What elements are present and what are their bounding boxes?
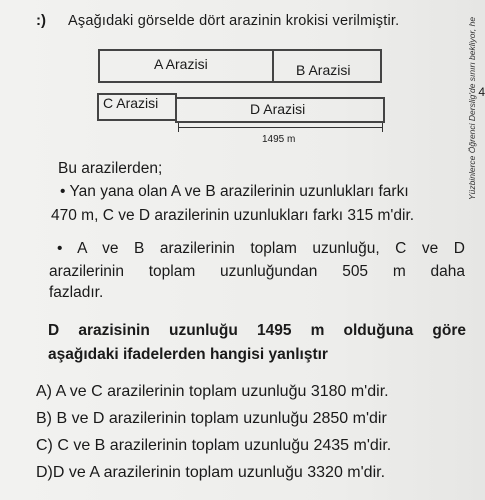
- bullet2-line2: arazilerinin toplam uzunluğundan 505 m daha: [49, 263, 465, 280]
- side-caption: Yüzbinlerce Öğrenci Derslig'de sınırı bekliyor, he: [467, 16, 477, 200]
- option-b: B) B ve D arazilerinin toplam uzunluğu 2850 m'dir: [36, 410, 387, 427]
- question-line2: aşağıdaki ifadelerden hangisi yanlıştır: [48, 346, 328, 363]
- bullet2-line1: • A ve B arazilerinin toplam uzunluğu, C ve D: [57, 240, 465, 257]
- bullet2-line3: fazladır.: [49, 284, 104, 301]
- measure-line: [178, 127, 383, 128]
- question-number: :): [36, 12, 46, 29]
- question-intro: Aşağıdaki görselde dört arazinin krokisi verilmiştir.: [68, 13, 400, 29]
- land-d-label: D Arazisi: [250, 101, 306, 117]
- option-c: C) C ve B arazilerinin toplam uzunluğu 2435 m'dir.: [36, 437, 392, 454]
- option-d: D)D ve A arazilerinin toplam uzunluğu 3320 m'dir.: [36, 464, 386, 481]
- land-b-label: B Arazisi: [296, 62, 351, 78]
- bullet1-line2: 470 m, C ve D arazilerinin uzunlukları farkı 315 m'dir.: [51, 207, 415, 224]
- measure-label: 1495 m: [262, 134, 296, 145]
- lead-text: Bu arazilerden;: [58, 160, 163, 177]
- land-a-label: A Arazisi: [154, 56, 208, 72]
- question-line1: D arazisinin uzunluğu 1495 m olduğuna göre: [48, 322, 466, 339]
- page-mark: 4: [478, 85, 485, 99]
- bullet1-line1: • Yan yana olan A ve B arazilerinin uzunlukları farkı: [60, 183, 409, 200]
- land-c-label: C Arazisi: [103, 95, 159, 111]
- option-a: A) A ve C arazilerinin toplam uzunluğu 3180 m'dir.: [36, 383, 389, 400]
